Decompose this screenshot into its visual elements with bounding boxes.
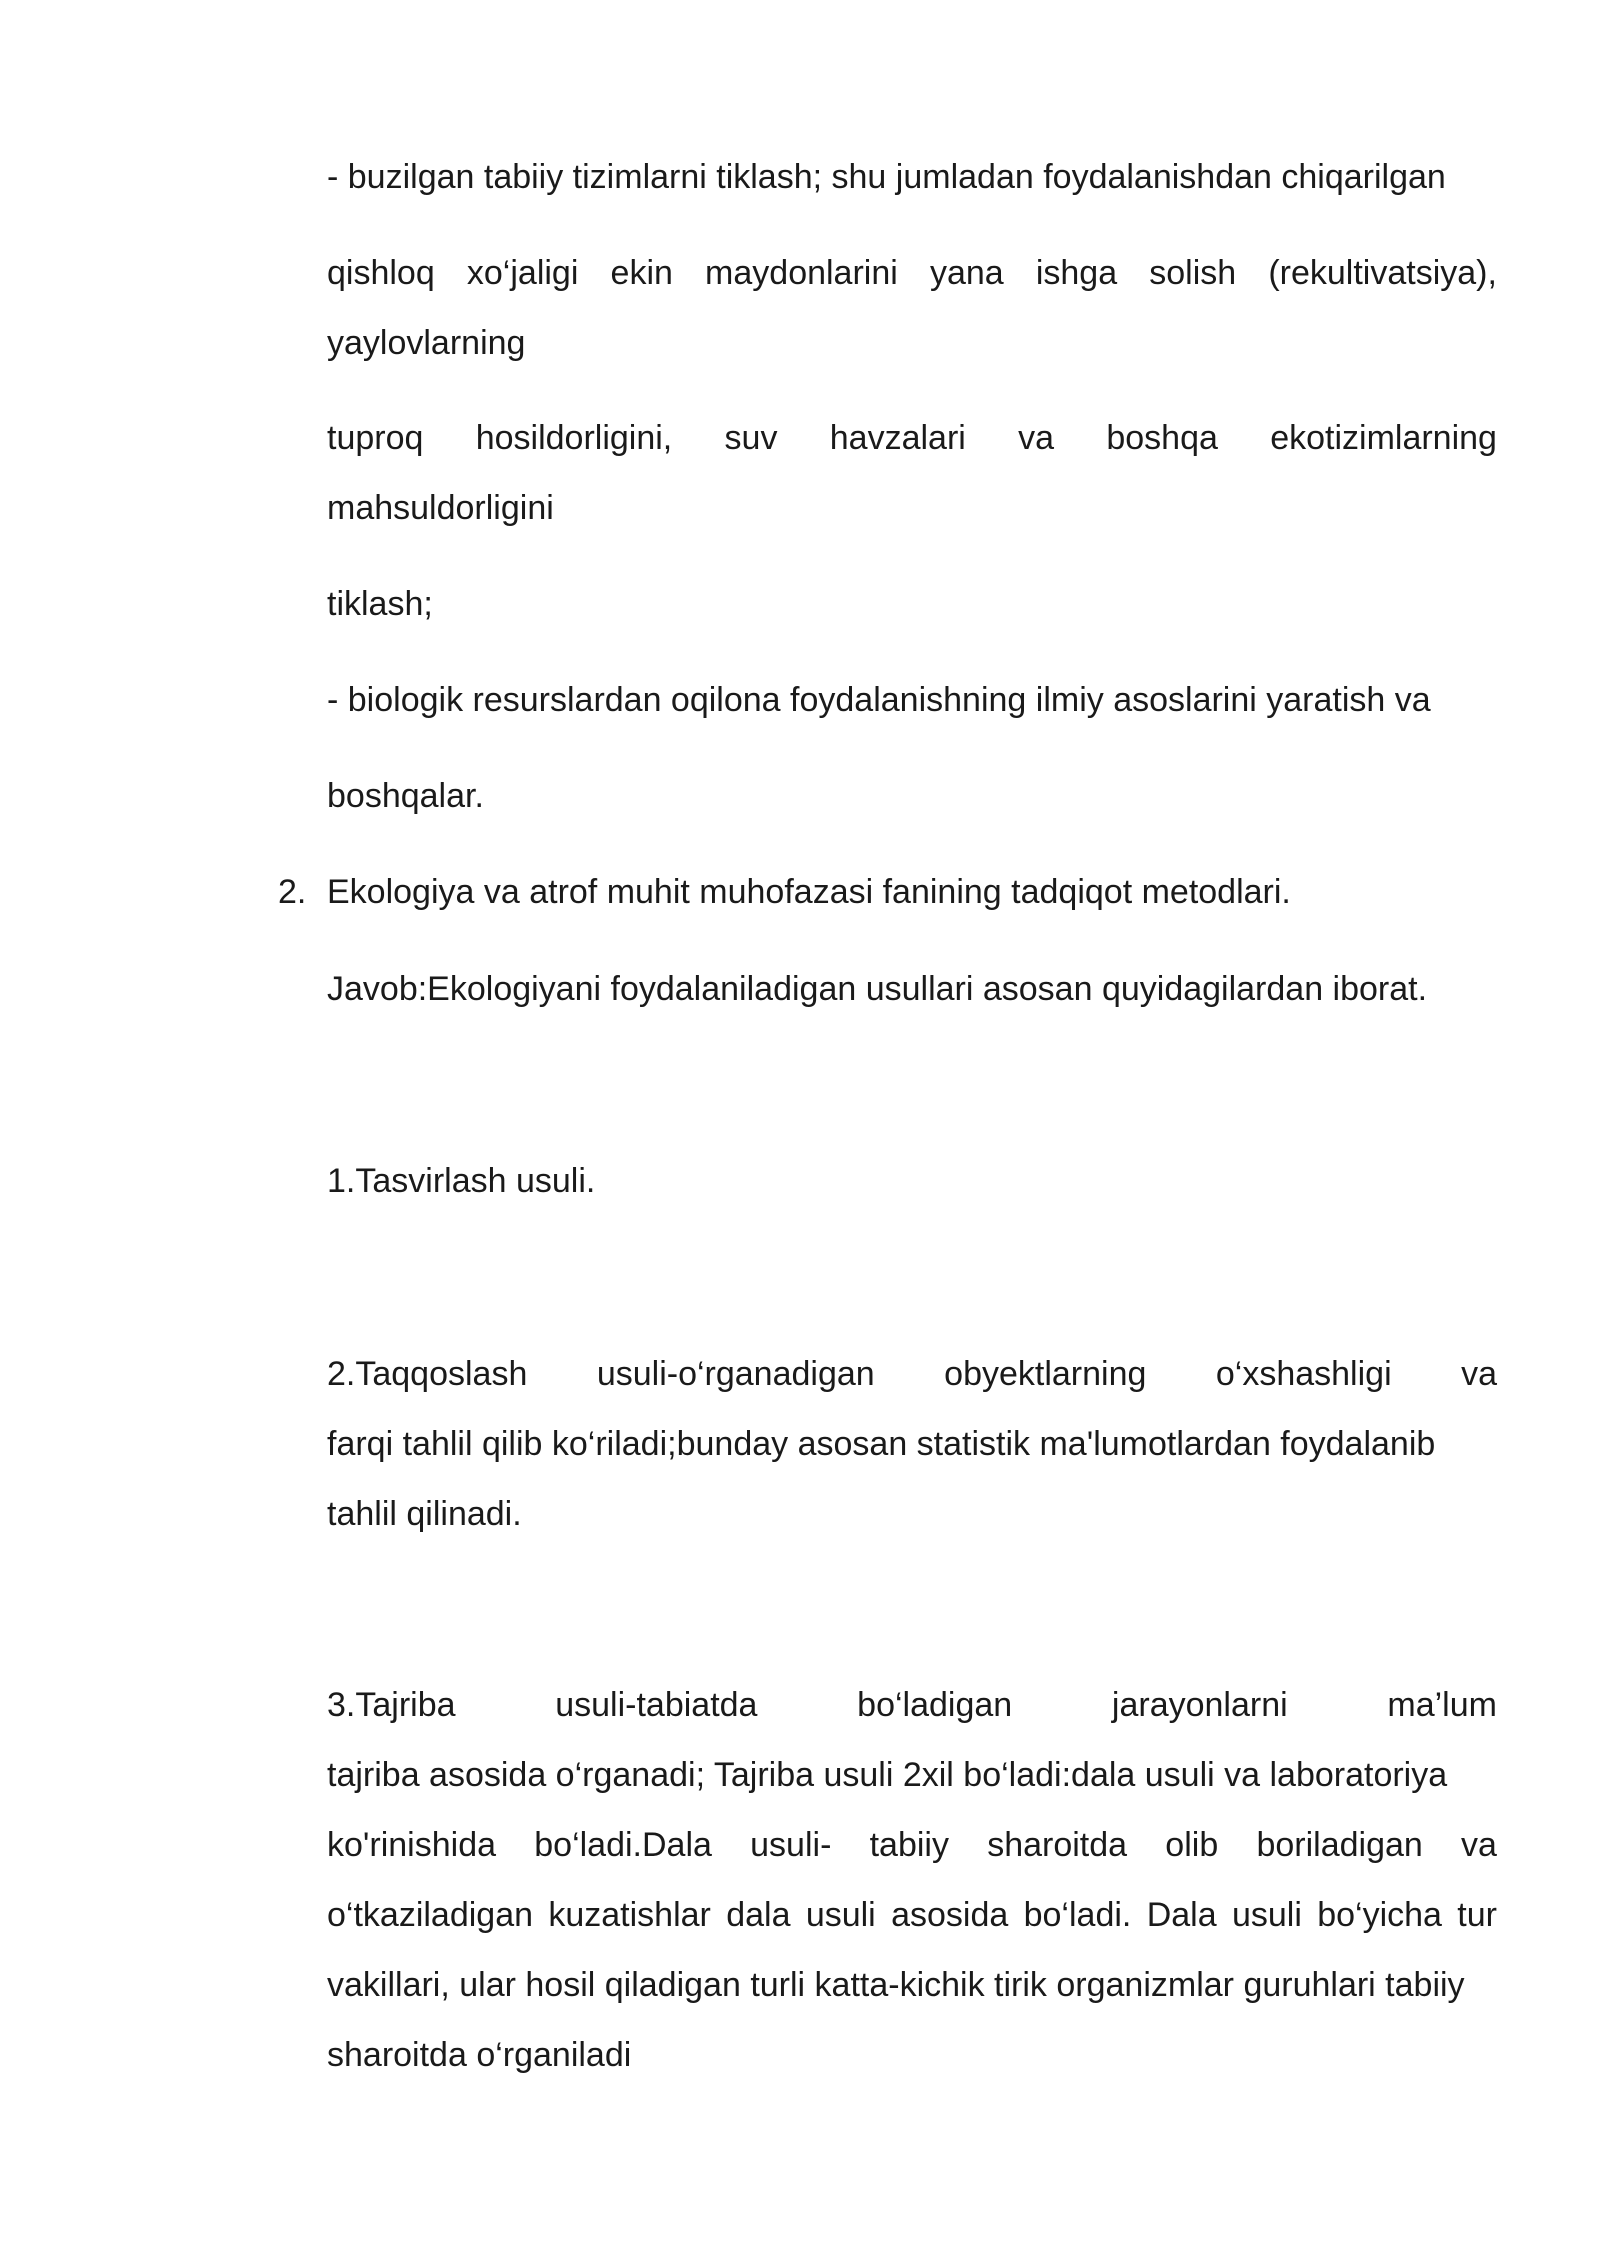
method-3-line-5: vakillari, ular hosil qiladigan turli katta-kichik tirik organizmlar guruhlari tabiiy — [327, 1966, 1465, 2004]
word: obyektlarning — [944, 1355, 1147, 1393]
word: boshqa — [1106, 419, 1218, 457]
intro-line-5: mahsuldorligini — [327, 489, 554, 527]
word: ekotizimlarning — [1270, 419, 1497, 457]
word: ekin — [610, 254, 673, 292]
method-2-line-3: tahlil qilinadi. — [327, 1495, 522, 1533]
word: asosida — [891, 1896, 1009, 1934]
word: kuzatishlar — [548, 1896, 711, 1934]
word: bo‘ladi.Dala — [534, 1826, 712, 1864]
answer-intro: Javob:Ekologiyani foydalaniladigan usullari asosan quyidagilardan iborat. — [327, 970, 1428, 1008]
word: usuli- — [750, 1826, 832, 1864]
method-3-line-4 — [327, 1895, 1497, 1935]
method-3-line-6: sharoitda o‘rganiladi — [327, 2036, 632, 2074]
word: sharoitda — [987, 1826, 1128, 1864]
word: usuli — [805, 1896, 876, 1934]
word: va — [1461, 1826, 1497, 1864]
question-title: Ekologiya va atrof muhit muhofazasi fanining tadqiqot metodlari. — [327, 873, 1291, 911]
word: maydonlarini — [705, 254, 898, 292]
intro-line-3: yaylovlarning — [327, 324, 526, 362]
word: (rekultivatsiya), — [1268, 254, 1497, 292]
word: yana — [929, 254, 1004, 292]
word: havzalari — [829, 419, 966, 457]
method-3-line-1 — [327, 1685, 1497, 1725]
word: tur — [1457, 1896, 1497, 1934]
word: ko'rinishida — [327, 1826, 497, 1864]
word: jarayonlarni — [1111, 1686, 1288, 1724]
word: bo‘ladigan — [857, 1686, 1013, 1724]
word: va — [1018, 419, 1055, 457]
intro-line-8: boshqalar. — [327, 777, 484, 815]
word: va — [1461, 1355, 1497, 1393]
word: tabiiy — [869, 1826, 949, 1864]
method-1: 1.Tasvirlash usuli. — [327, 1162, 596, 1200]
word: o‘xshashligi — [1215, 1355, 1392, 1393]
method-2-line-1 — [327, 1354, 1497, 1394]
word: Dala — [1146, 1896, 1217, 1934]
word: ishga — [1035, 254, 1118, 292]
method-2-line-2: farqi tahlil qilib ko‘riladi;bunday asosan statistik ma'lumotlardan foydalanib — [327, 1425, 1436, 1463]
intro-line-6: tiklash; — [327, 585, 433, 623]
word: hosildorligini, — [475, 419, 673, 457]
word: tuproq — [327, 419, 424, 457]
word: ma’lum — [1387, 1686, 1497, 1724]
intro-line-4 — [327, 418, 1497, 458]
word: dala — [726, 1896, 791, 1934]
word: xo‘jaligi — [466, 254, 579, 292]
word: o‘tkaziladigan — [327, 1896, 534, 1934]
word: boriladigan — [1256, 1826, 1423, 1864]
word: olib — [1165, 1826, 1219, 1864]
word: suv — [724, 419, 778, 457]
word: 3.Tajriba — [327, 1686, 456, 1724]
intro-line-2 — [327, 253, 1497, 293]
word: 2.Taqqoslash — [327, 1355, 528, 1393]
word: bo‘yicha — [1317, 1896, 1442, 1934]
word: usuli — [1231, 1896, 1302, 1934]
intro-line-1: - buzilgan tabiiy tizimlarni tiklash; shu jumladan foydalanishdan chiqarilgan — [327, 158, 1446, 196]
question-number: 2. — [278, 873, 307, 911]
method-3-line-2: tajriba asosida o‘rganadi; Tajriba usuli 2xil bo‘ladi:dala usuli va laboratoriya — [327, 1756, 1448, 1794]
word: usuli-o‘rganadigan — [596, 1355, 875, 1393]
word: bo‘ladi. — [1023, 1896, 1132, 1934]
intro-line-7: - biologik resurslardan oqilona foydalanishning ilmiy asoslarini yaratish va — [327, 681, 1431, 719]
method-3-line-3 — [327, 1825, 1497, 1865]
word: solish — [1149, 254, 1237, 292]
word: qishloq — [327, 254, 435, 292]
word: usuli-tabiatda — [555, 1686, 758, 1724]
